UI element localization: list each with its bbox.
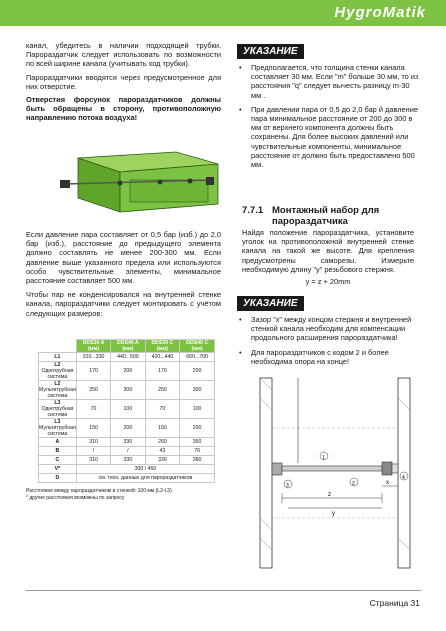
dimensions-table — [38, 339, 215, 483]
row-label: L3 — [54, 400, 61, 406]
table-cell: 440...500 — [111, 353, 145, 362]
row-label: L2 — [54, 381, 61, 387]
table-cell-span: см. техн. данные для парораздатчиков — [76, 474, 214, 483]
table-cell: 250 — [76, 381, 110, 400]
steam-distributor-figure — [60, 150, 220, 215]
col-header — [76, 340, 110, 353]
label-x: x — [386, 480, 389, 486]
brand-logo — [334, 4, 426, 22]
row-label: A — [39, 438, 77, 447]
table-cell: 310 — [76, 438, 110, 447]
formula: y = z + 20mm — [305, 277, 351, 287]
table-row — [39, 438, 215, 447]
table-cell: 70 — [180, 447, 215, 456]
col-header-unit: (мм) — [156, 346, 168, 352]
row-label: B — [39, 447, 77, 456]
mounting-text — [242, 228, 414, 286]
row-sublabel: Мультитрубная система — [39, 387, 76, 399]
row-sublabel: Однотрубная система — [41, 368, 74, 380]
section-heading — [242, 205, 414, 227]
note-badge-1: УКАЗАНИЕ — [237, 44, 304, 59]
table-cell: 330 — [145, 456, 180, 465]
table-cell: 200 — [180, 419, 215, 438]
paragraph-2: Парораздатчики вводятся через предусмотренное для них отверстие. — [26, 72, 221, 91]
table-cell: 660...700 — [180, 353, 215, 362]
row-sublabel: Мультитрубная система — [39, 425, 76, 437]
table-cell: 100 — [111, 400, 145, 419]
row-label: L2 — [54, 362, 61, 368]
row-label-cell — [39, 419, 77, 438]
note-list-1 — [237, 63, 419, 169]
row-label-cell — [39, 362, 77, 381]
table-row — [39, 465, 215, 474]
table-cell: 170 — [76, 362, 110, 381]
label-3: 3 — [286, 483, 289, 489]
table-row — [39, 456, 215, 465]
table-header-row — [39, 340, 215, 353]
table-cell: 170 — [145, 362, 180, 381]
table-cell: 43 — [145, 447, 180, 456]
paragraph-warning: Отверстия форсунок парораздатчиков должны быть обращены в сторону, противоположную направлению потока воздуха! — [26, 95, 221, 123]
section-number: 7.7.1 — [242, 205, 264, 216]
table-cell: 420...440 — [145, 353, 180, 362]
note-badge-2: УКАЗАНИЕ — [237, 296, 304, 311]
label-1: 1 — [322, 455, 325, 461]
table-cell: 300 — [180, 381, 215, 400]
row-label-cell — [39, 400, 77, 419]
section-title: Монтажный набор для парораздатчика — [272, 205, 380, 227]
col-header-model: DDS40 C — [186, 340, 209, 346]
paragraph-1: канал, убедитесь в наличии подходящей трубки. Парораздатчик следует использовать по возможности по всей ширине канала (учитывать ход трубки). — [26, 41, 221, 69]
table-cell: 360 — [180, 456, 215, 465]
table-footnotes — [26, 488, 231, 501]
row-label: D — [39, 474, 77, 483]
col-header — [145, 340, 180, 353]
col-header-model: DDS30 A — [82, 340, 105, 346]
note-list-2 — [237, 315, 419, 366]
row-sublabel: Однотрубная система — [41, 406, 74, 418]
logo-part-2: Matik — [382, 4, 426, 21]
table-cell: 300 — [111, 381, 145, 400]
table-cell: 70 — [145, 400, 180, 419]
table-footnote-2: * другие расстояния возможны по запросу — [26, 494, 125, 501]
row-label-cell — [39, 381, 77, 400]
table-row — [39, 381, 215, 400]
table-cell: 350 — [180, 438, 215, 447]
right-column — [237, 41, 419, 174]
table-cell: 100 — [180, 400, 215, 419]
label-2: 2 — [352, 481, 355, 487]
table-row — [39, 447, 215, 456]
table-cell: 150 — [145, 419, 180, 438]
label-z: z — [328, 492, 331, 498]
col-header-unit: (мм) — [191, 346, 203, 352]
col-header — [111, 340, 145, 353]
row-label: V* — [39, 465, 77, 474]
table-cell: 70 — [76, 400, 110, 419]
logo-part-1: Hygro — [334, 4, 383, 21]
table-cell: 330 — [111, 438, 145, 447]
table-cell: 200 — [180, 362, 215, 381]
col-header — [180, 340, 215, 353]
table-cell: 200 — [111, 362, 145, 381]
col-header-unit: (мм) — [87, 346, 100, 352]
col-header-model: DDS40 A — [117, 340, 139, 346]
note-item: • Для парораздатчиков с кодом 2 и более необходима опора на конце! — [237, 348, 419, 366]
note-item: • Зазор "x" между концом стержня и внутренней стенкой канала необходим для компенсации продольного расширения парораздатчика! — [237, 315, 419, 343]
col-header-unit: (мм) — [122, 346, 134, 352]
left-column — [26, 41, 221, 123]
table-cell: / — [76, 447, 110, 456]
label-4: 4 — [402, 475, 405, 481]
footer-divider — [26, 590, 421, 591]
row-label: L3 — [54, 419, 61, 425]
table-footnote-1: Расстояние между парораздатчиком и стенкой: 100 мм (L2-L3) — [26, 488, 172, 494]
table-cell: 310 — [76, 456, 110, 465]
table-corner — [39, 340, 77, 353]
paragraph-4: Если давление пара составляет от 0,5 бар (изб.) до 2,0 бар (изб.), расстояние до предыдущего элемента должно составлять не менее 200-300 мм. Если давление выше указанного предела или используются особо чувствительные элементы, минимальное расстояние составляет 500 мм. — [26, 230, 221, 286]
section-title-line — [242, 205, 414, 227]
row-label: C — [39, 456, 77, 465]
table-row — [39, 400, 215, 419]
table-cell: 250 — [145, 381, 180, 400]
table-cell: 310...330 — [76, 353, 110, 362]
table-cell-span: 300 / 450 — [76, 465, 214, 474]
table-row — [39, 362, 215, 381]
installation-drawing — [258, 368, 420, 583]
table-cell: 150 — [76, 419, 110, 438]
note-item: • Предполагается, что толщина стенки канала составляет 30 мм. Если "m" больше 30 мм, то из расстояния "q" следует вычесть разницу m-30 мм . — [237, 63, 419, 100]
col-header-model: DDS30 C — [151, 340, 174, 346]
row-label: L1 — [39, 353, 77, 362]
table-row — [39, 419, 215, 438]
label-y: y — [332, 511, 335, 517]
right-notes-2 — [237, 293, 419, 371]
table-cell: 200 — [111, 419, 145, 438]
page-number: Страница 31 — [369, 598, 420, 608]
paragraph-6: Найдя положение парораздатчика, установите уголок на противоположной внутренней стенке канала на такой же высоте. Для крепления предусмотрены саморезы. Измерьте необходимую длину "y" резьбового стержня. — [242, 228, 414, 274]
table-cell: / — [111, 447, 145, 456]
paragraph-5: Чтобы пар не конденсировался на внутренней стенке канала, парораздатчики следует монтировать с учётом следующих размеров: — [26, 290, 221, 318]
table-row — [39, 353, 215, 362]
table-cell: 260 — [145, 438, 180, 447]
table-cell: 330 — [111, 456, 145, 465]
left-column-lower — [26, 230, 221, 318]
note-item: • При давлении пара от 0,5 до 2,0 бар й давление пара минимальное расстояние от 200 до 300 в мм от верхнего компонента должны быть сохранены. Для более высоких давлений или чувствительные компоненты, минимальное расстояние от должно быть предоставлено 500 мм. — [237, 105, 419, 169]
table-row — [39, 474, 215, 483]
